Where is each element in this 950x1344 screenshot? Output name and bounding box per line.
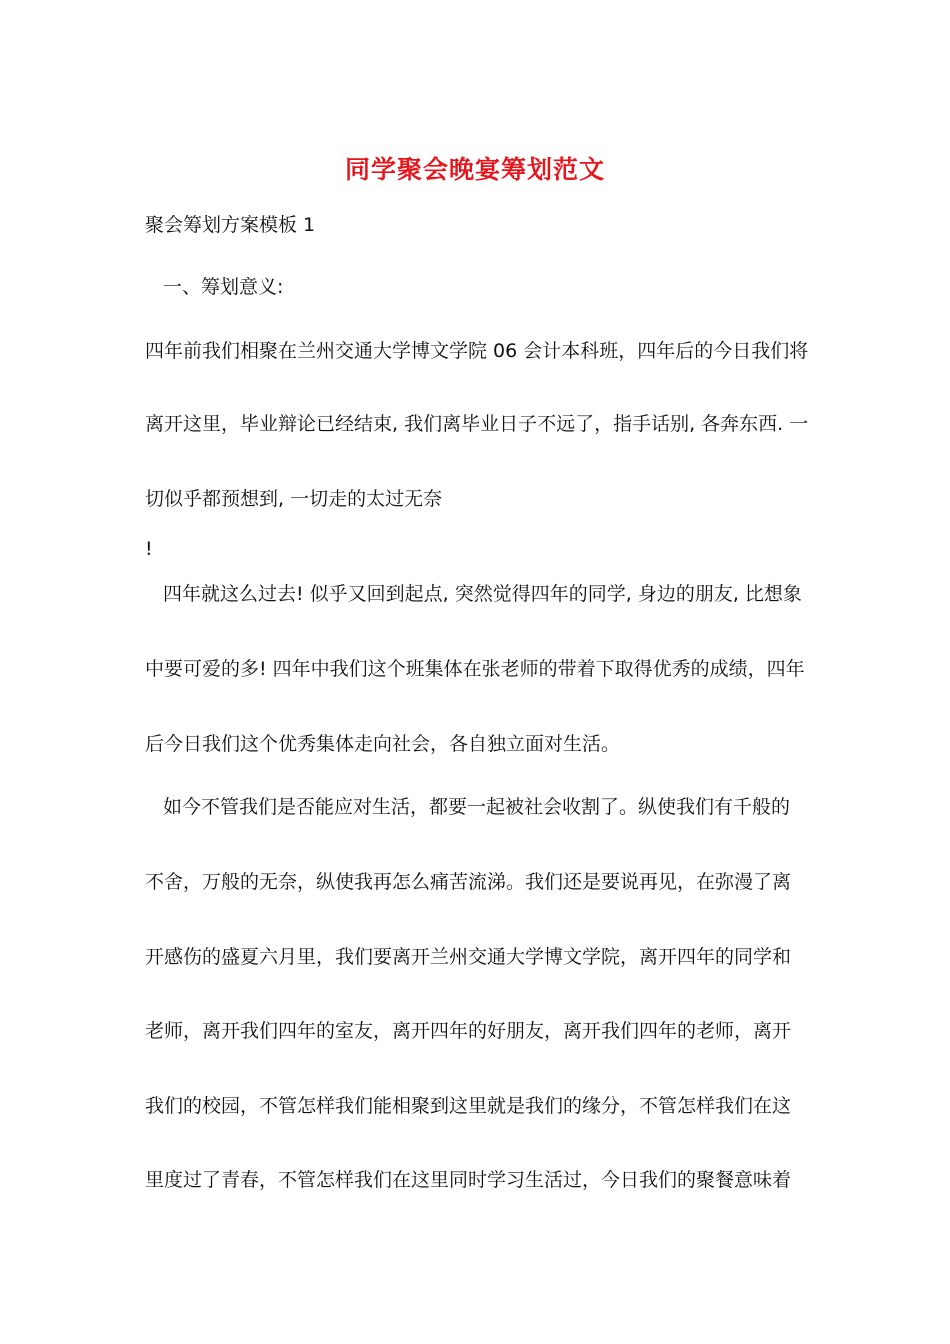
paragraph-line: 我们的校园，不管怎样我们能相聚到这里就是我们的缘分，不管怎样我们在这 — [145, 1095, 792, 1117]
paragraph-line: ! — [145, 538, 153, 560]
paragraph-line: 里度过了青春，不管怎样我们在这里同时学习生活过，今日我们的聚餐意味着 — [145, 1169, 792, 1191]
paragraph-line: 中要可爱的多! 四年中我们这个班集体在张老师的带着下取得优秀的成绩，四年 — [145, 658, 805, 680]
paragraph-line: 如今不管我们是否能应对生活，都要一起被社会收割了。纵使我们有千般的 — [163, 796, 791, 818]
paragraph-line: 四年前我们相聚在兰州交通大学博文学院 06 会计本科班，四年后的今日我们将 — [145, 340, 809, 362]
paragraph-line: 离开这里，毕业辩论已经结束, 我们离毕业日子不远了，指手话别, 各奔东西. 一 — [145, 413, 809, 435]
paragraph-line: 后今日我们这个优秀集体走向社会，各自独立面对生活。 — [145, 733, 621, 755]
paragraph-line: 切似乎都预想到, 一切走的太过无奈 — [145, 488, 443, 510]
paragraph-line: 不舍，万般的无奈，纵使我再怎么痛苦流涕。我们还是要说再见，在弥漫了离 — [145, 871, 792, 893]
section-subtitle: 聚会筹划方案模板 1 — [145, 214, 316, 236]
paragraph-line: 四年就这么过去! 似乎又回到起点, 突然觉得四年的同学, 身边的朋友, 比想象 — [163, 583, 802, 605]
section-heading: 一、筹划意义: — [163, 276, 284, 298]
paragraph-line: 老师，离开我们四年的室友，离开四年的好朋友，离开我们四年的老师，离开 — [145, 1020, 792, 1042]
paragraph-line: 开感伤的盛夏六月里，我们要离开兰州交通大学博文学院，离开四年的同学和 — [145, 946, 792, 968]
document-title: 同学聚会晚宴筹划范文 — [344, 155, 605, 184]
